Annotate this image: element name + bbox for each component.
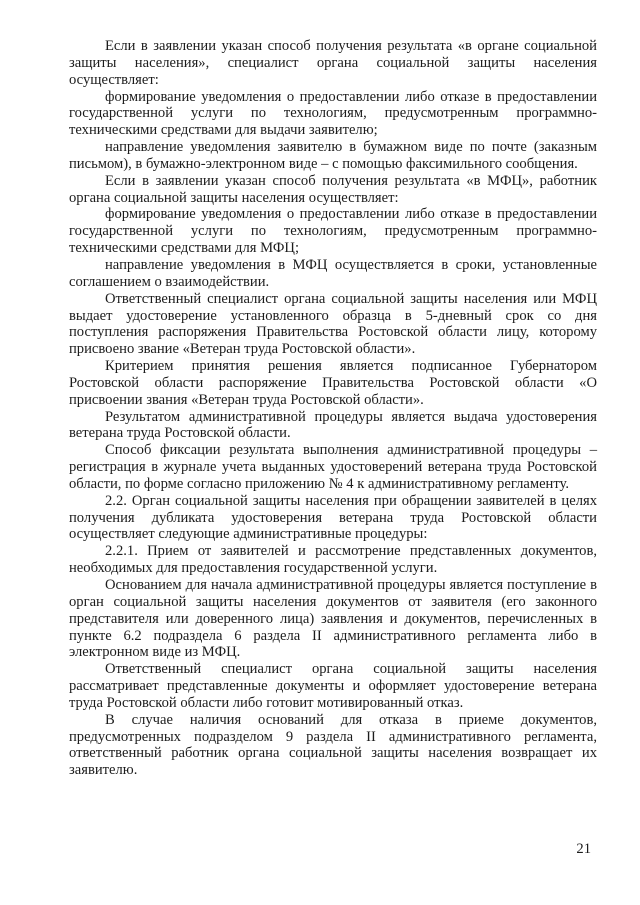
paragraph: 2.2.1. Прием от заявителей и рассмотрение представленных документов, необходимых для предоставления государственной услуги.: [69, 543, 597, 577]
paragraph: 2.2. Орган социальной защиты населения при обращении заявителей в целях получения дубликата удостоверения ветерана труда Ростовской области осуществляет следующие административные процедуры:: [69, 492, 597, 543]
page-number: 21: [576, 841, 591, 857]
paragraph: формирование уведомления о предоставлении либо отказе в предоставлении государственной услуги по технологиям, предусмотренным программно-техническими средствами для МФЦ;: [69, 206, 597, 257]
paragraph: Если в заявлении указан способ получения результата «в органе социальной защиты населения», специалист органа социальной защиты населения осуществляет:: [69, 38, 597, 88]
paragraph: направление уведомления в МФЦ осуществляется в сроки, установленные соглашением о взаимодействии.: [69, 256, 597, 290]
paragraph: формирование уведомления о предоставлении либо отказе в предоставлении государственной услуги по технологиям, предусмотренным программно-техническими средствами для выдачи заявителю;: [69, 88, 597, 139]
paragraph: Ответственный специалист органа социальной защиты населения или МФЦ выдает удостоверение установленного образца в 5-дневный срок со дня поступления распоряжения Правительства Ростовской области лицу, которому присвоено звание «Ветеран труда Ростовской области».: [69, 290, 597, 358]
paragraph: Ответственный специалист органа социальной защиты населения рассматривает представленные документы и оформляет удостоверение ветерана труда Ростовской области либо готовит мотивированный отказ.: [69, 661, 597, 711]
document-body: [69, 38, 597, 779]
paragraph: направление уведомления заявителю в бумажном виде по почте (заказным письмом), в бумажно-электронном виде – с помощью факсимильного сообщения.: [69, 139, 597, 172]
paragraph: Если в заявлении указан способ получения результата «в МФЦ», работник органа социальной защиты населения осуществляет:: [69, 172, 597, 206]
paragraph: Основанием для начала административной процедуры является поступление в орган социальной защиты населения документов от заявителя (его законного представителя или доверенного лица) заявления и документов, перечисленных в пункте 6.2 подраздела 6 раздела II административного регламента либо в электронном виде из МФЦ.: [69, 577, 597, 661]
paragraph: Способ фиксации результата выполнения административной процедуры – регистрация в журнале учета выданных удостоверений ветерана труда Ростовской области, по форме согласно приложению № 4 к административному регламенту.: [69, 442, 597, 492]
paragraph: Результатом административной процедуры является выдача удостоверения ветерана труда Ростовской области.: [69, 408, 597, 442]
paragraph: В случае наличия оснований для отказа в приеме документов, предусмотренных подразделом 9 раздела II административного регламента, ответственный работник органа социальной защиты населения возвращает их заявителю.: [69, 711, 597, 779]
paragraph: Критерием принятия решения является подписанное Губернатором Ростовской области распоряжение Правительства Ростовской области «О присвоении звания «Ветеран труда Ростовской области».: [69, 358, 597, 408]
